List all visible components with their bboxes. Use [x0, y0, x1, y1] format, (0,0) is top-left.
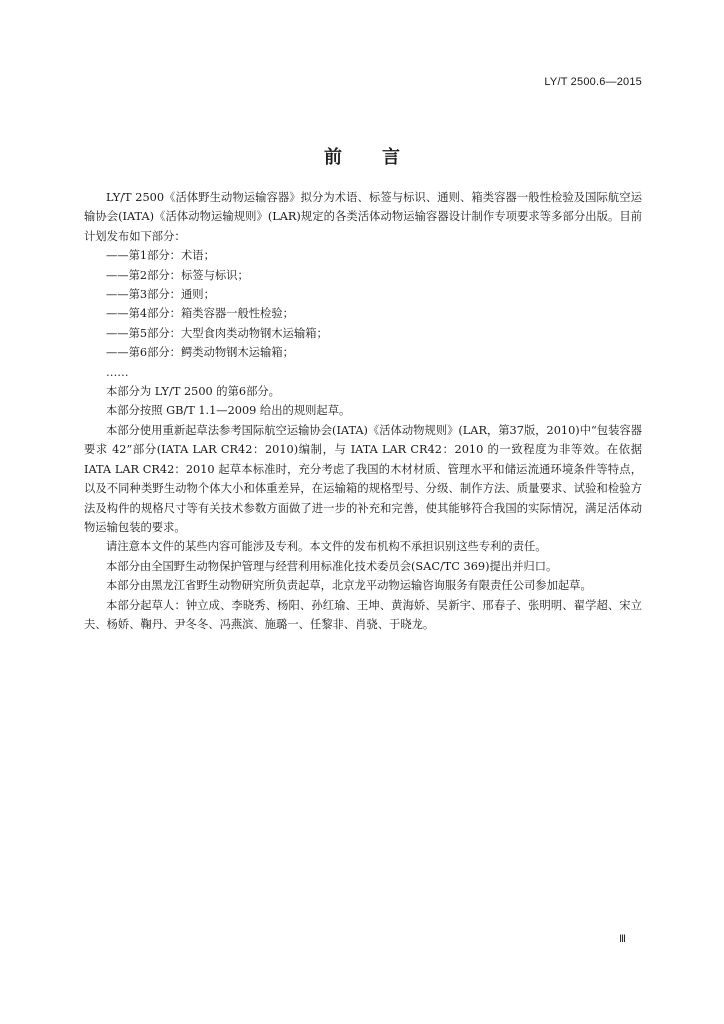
paragraph: 本部分起草人：钟立成、李晓秀、杨阳、孙红瑜、王坤、黄海娇、吴新宇、邢春子、张明明、翟学超、宋立夫、杨娇、鞠丹、尹冬冬、冯燕滨、施璐一、任黎非、肖骁、于晓龙。: [84, 598, 642, 631]
paragraph: 本部分为 LY/T 2500 的第6部分。: [106, 385, 280, 399]
list-item: ——第2部分：标签与标识；: [106, 268, 249, 282]
standard-code: LY/T 2500.6—2015: [544, 76, 642, 88]
page-title: 前言: [324, 147, 440, 168]
page-number: Ⅲ: [619, 934, 626, 945]
list-item: ——第3部分：通则；: [106, 288, 215, 302]
paragraph: 本部分按照 GB/T 1.1—2009 给出的规则起草。: [106, 404, 351, 418]
paragraph: 本部分由黑龙江省野生动物研究所负责起草，北京龙平动物运输咨询服务有限责任公司参加起草。: [106, 579, 592, 593]
list-item: ——第6部分：鳄类动物钢木运输箱；: [106, 346, 294, 360]
paragraph: 请注意本文件的某些内容可能涉及专利。本文件的发布机构不承担识别这些专利的责任。: [106, 540, 547, 554]
list-item: ——第1部分：术语；: [106, 249, 215, 263]
foreword-body: [84, 188, 642, 634]
paragraph: 本部分由全国野生动物保护管理与经营利用标准化技术委员会(SAC/TC 369)提出并归口。: [106, 559, 558, 573]
intro-paragraph: LY/T 2500《活体野生动物运输容器》拟分为术语、标签与标识、通则、箱类容器一般性检验及国际航空运输协会(IATA)《活体动物运输规则》(LAR)规定的各类活体动物运输容器设计制作专项要求等多部分出版。目前计划发布如下部分：: [84, 191, 642, 243]
list-item: ——第4部分：箱类容器一般性检验；: [106, 307, 294, 321]
list-item: ——第5部分：大型食肉类动物钢木运输箱；: [106, 326, 328, 340]
paragraph: 本部分使用重新起草法参考国际航空运输协会(IATA)《活体动物规则》(LAR，第37版，2010)中“包装容器要求 42”部分(IATA LAR CR42：2010)编制，与 IATA LAR CR42：2010 的一致程度为非等效。在依据 IATA LAR CR42：2010 起草本标准时，充分考虑了我国的木材材质、管理水平和储运流通环境条件等特点，以及不同种类野生动物个体大小和体重差异，在运输箱的规格型号、分级、制作方法、质量要求、试验和检验方法及构件的规格尺寸等有关技术参数方面做了进一步的补充和完善，使其能够符合我国的实际情况，满足活体动物运输包装的要求。: [84, 423, 642, 534]
list-item: ……: [106, 365, 129, 379]
parts-list: [84, 246, 642, 382]
